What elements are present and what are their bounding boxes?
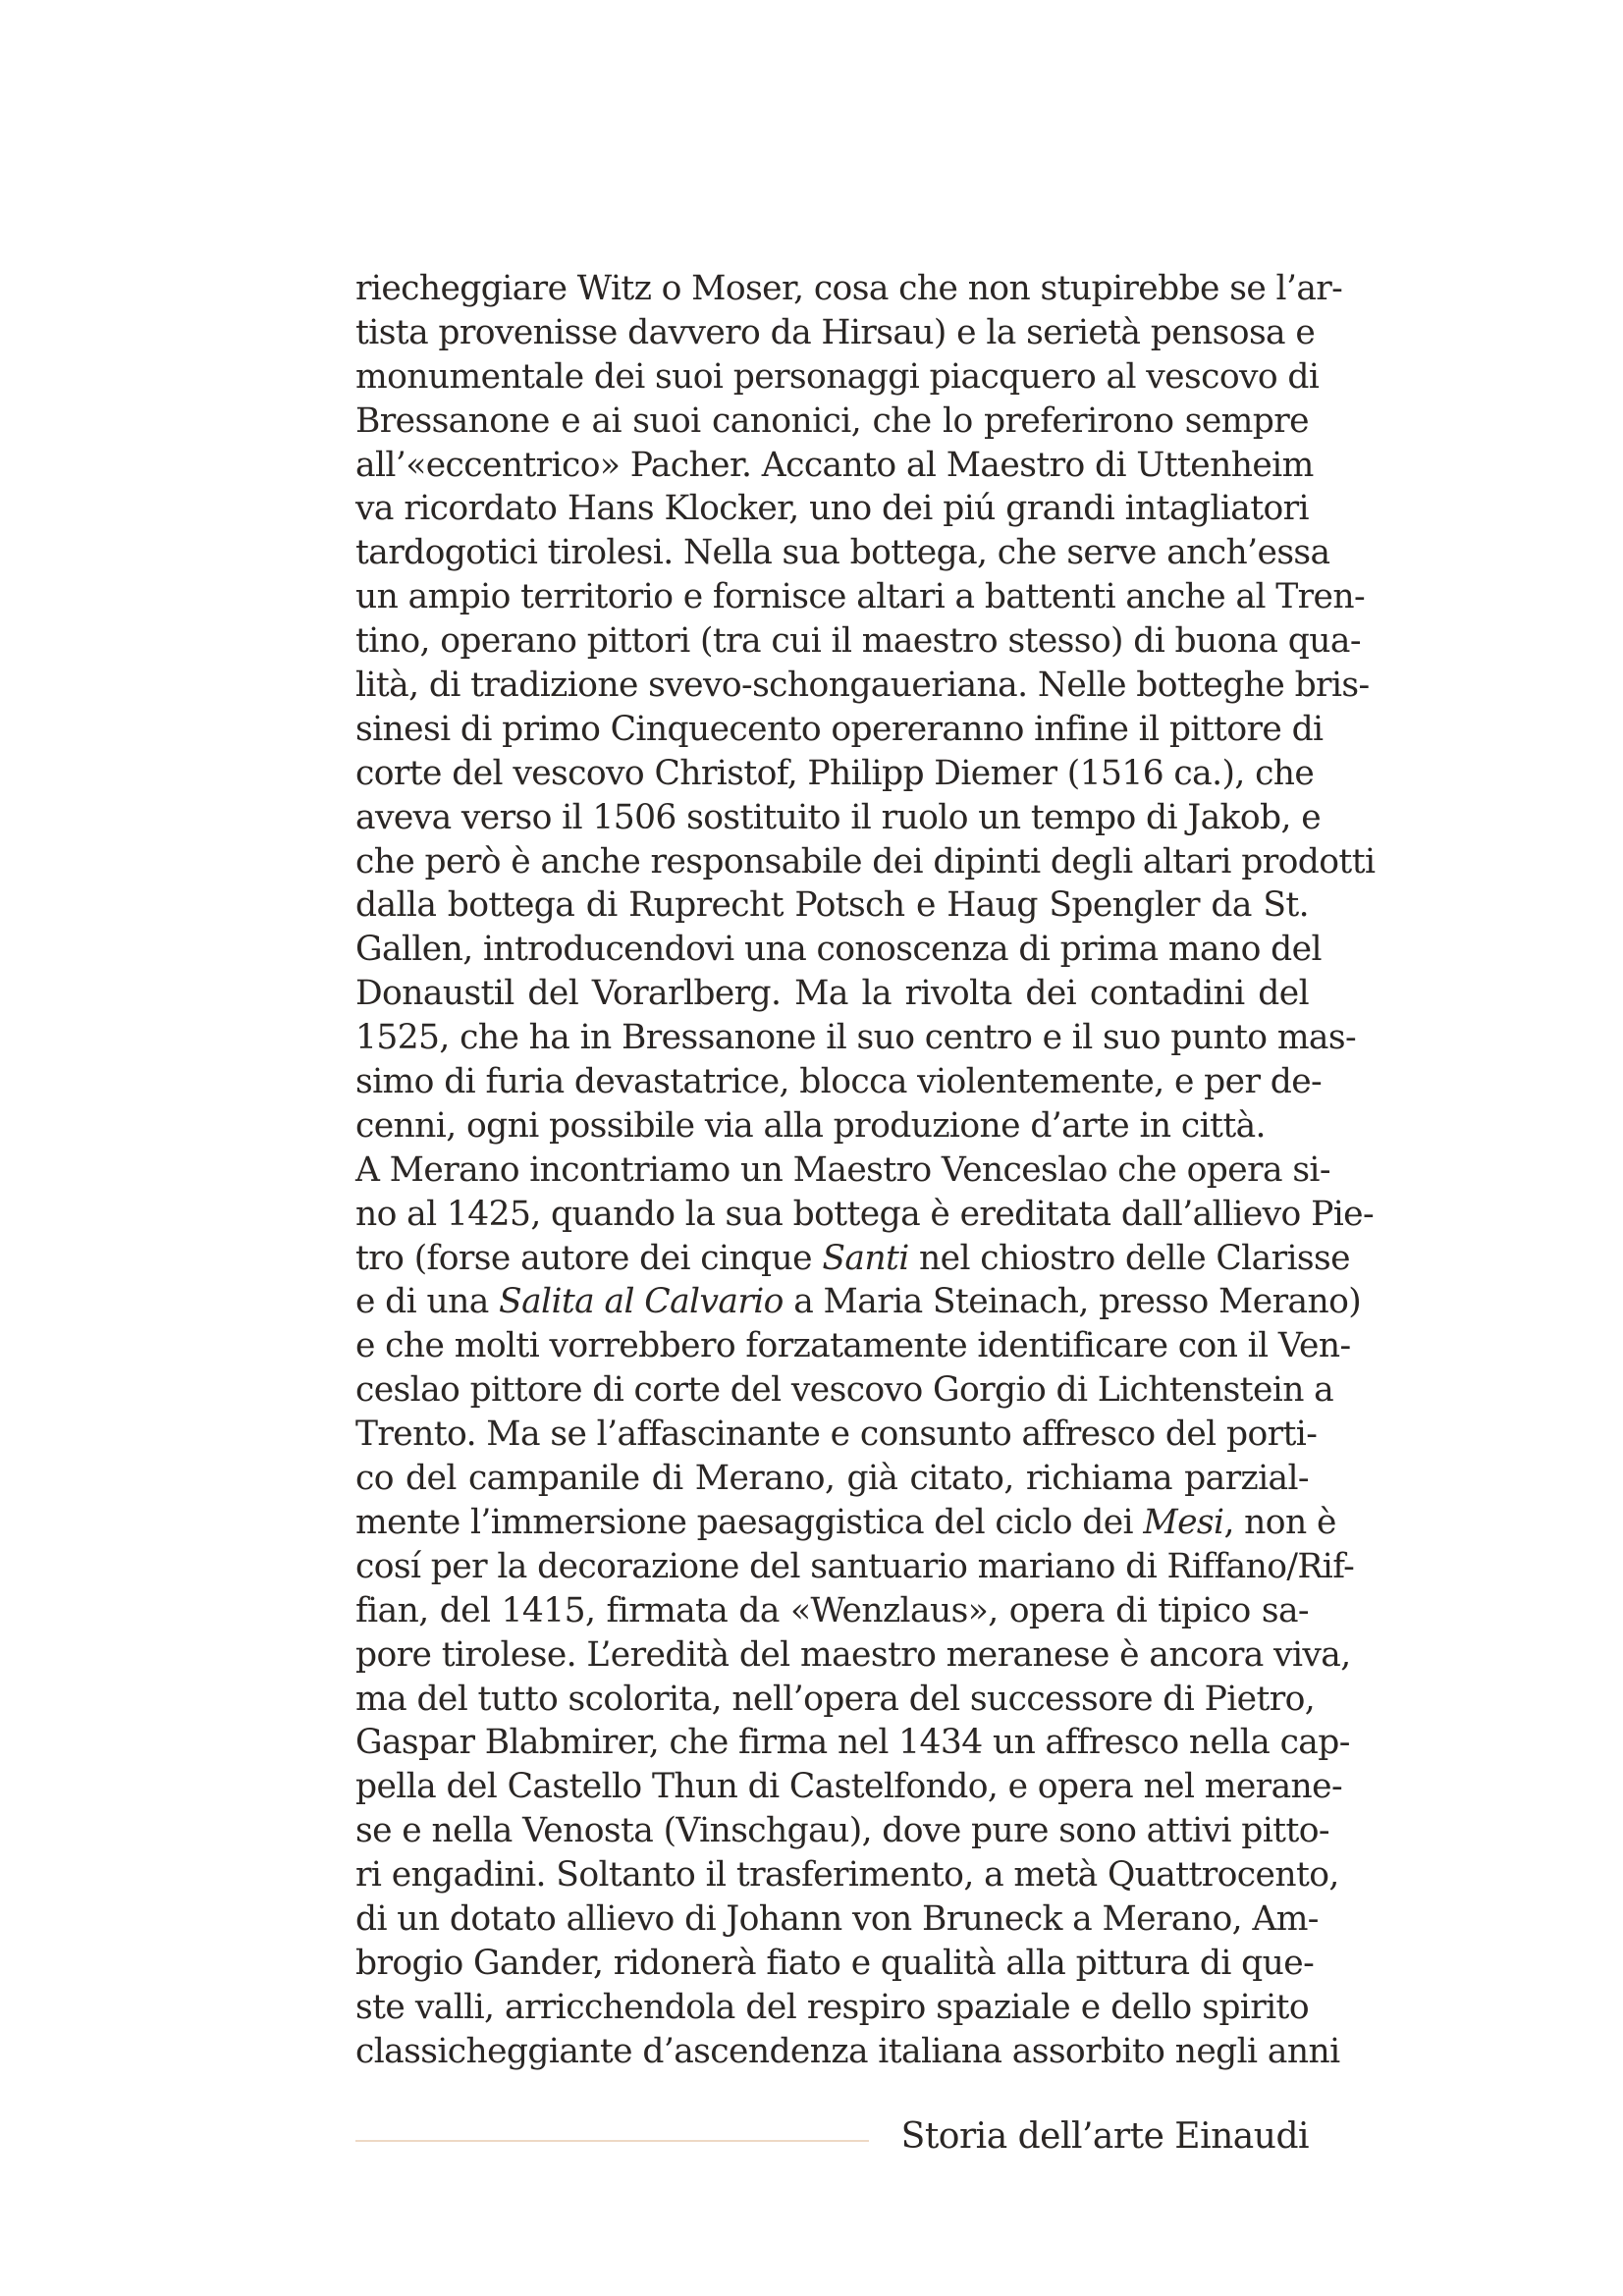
text-line: dalla bottega di Ruprecht Potsch e Haug Spengler da St. bbox=[355, 885, 1309, 926]
text-line: Trento. Ma se l’affascinante e consunto affresco del porti- bbox=[355, 1415, 1318, 1455]
italic-title: Santi bbox=[822, 1238, 909, 1278]
text-line: fian, del 1415, firmata da «Wenzlaus», opera di tipico sa- bbox=[355, 1590, 1309, 1630]
text-line: tardogotici tirolesi. Nella sua bottega, che serve anch’essa bbox=[355, 533, 1330, 573]
text-line bbox=[355, 1280, 1362, 1324]
text-line: che però è anche responsabile dei dipinti degli altari prodotti bbox=[355, 841, 1376, 881]
text-line bbox=[355, 1501, 1336, 1545]
body-text bbox=[355, 267, 1376, 2074]
text-line-segment: , non è bbox=[1223, 1502, 1336, 1542]
text-line: pore tirolese. L’eredità del maestro meranese è ancora viva, bbox=[355, 1634, 1351, 1675]
text-line: se e nella Venosta (Vinschgau), dove pure sono attivi pitto- bbox=[355, 1811, 1329, 1851]
text-line: A Merano incontriamo un Maestro Venceslao che opera si- bbox=[355, 1149, 1330, 1190]
italic-title: Mesi bbox=[1143, 1502, 1224, 1542]
text-line: simo di furia devastatrice, blocca violentemente, e per de- bbox=[355, 1062, 1323, 1102]
text-line: all’«eccentrico» Pacher. Accanto al Maestro di Uttenheim bbox=[355, 445, 1314, 485]
text-line: Donaustil del Vorarlberg. Ma la rivolta dei contadini del bbox=[355, 974, 1309, 1014]
text-line: tino, operano pittori (tra cui il maestro stesso) di buona qua- bbox=[355, 621, 1361, 662]
text-line: co del campanile di Merano, già citato, richiama parzial- bbox=[355, 1459, 1309, 1499]
text-line-segment: tro (forse autore dei cinque bbox=[355, 1238, 823, 1278]
text-line: no al 1425, quando la sua bottega è ereditata dall’allievo Pie- bbox=[355, 1194, 1375, 1234]
italic-title: Salita al Calvario bbox=[499, 1282, 784, 1322]
text-line: e che molti vorrebbero forzatamente identificare con il Ven- bbox=[355, 1326, 1351, 1366]
text-line: aveva verso il 1506 sostituito il ruolo un tempo di Jakob, e bbox=[355, 797, 1322, 837]
text-line: Gaspar Blabmirer, che firma nel 1434 un affresco nella cap- bbox=[355, 1723, 1350, 1763]
text-line: ma del tutto scolorita, nell’opera del successore di Pietro, bbox=[355, 1679, 1316, 1719]
text-line: cenni, ogni possibile via alla produzione d’arte in città. bbox=[355, 1105, 1266, 1146]
text-line: sinesi di primo Cinquecento opereranno infine il pittore di bbox=[355, 709, 1324, 749]
text-line: 1525, che ha in Bressanone il suo centro e il suo punto mas- bbox=[355, 1018, 1357, 1058]
text-line: brogio Gander, ridonerà fiato e qualità alla pittura di que- bbox=[355, 1943, 1315, 1983]
text-line-segment: a Maria Steinach, presso Merano) bbox=[783, 1282, 1362, 1322]
text-line bbox=[355, 1237, 1350, 1281]
text-line: riecheggiare Witz o Moser, cosa che non stupirebbe se l’ar- bbox=[355, 269, 1343, 308]
text-line: monumentale dei suoi personaggi piacquero al vescovo di bbox=[355, 356, 1320, 397]
text-line: Gallen, introducendovi una conoscenza di prima mano del bbox=[355, 930, 1322, 970]
text-line: Bressanone e ai suoi canonici, che lo preferirono sempre bbox=[355, 400, 1309, 441]
footer-title: Storia dell’arte Einaudi bbox=[900, 2116, 1309, 2157]
text-line-segment: mente l’immersione paesaggistica del ciclo dei bbox=[355, 1502, 1144, 1542]
text-line: pella del Castello Thun di Castelfondo, e opera nel merane- bbox=[355, 1767, 1343, 1807]
text-line: classicheggiante d’ascendenza italiana assorbito negli anni bbox=[355, 2031, 1340, 2071]
text-line: corte del vescovo Christof, Philipp Diemer (1516 ca.), che bbox=[355, 753, 1315, 793]
text-line: ste valli, arricchendola del respiro spaziale e dello spirito bbox=[355, 1987, 1309, 2027]
text-line: va ricordato Hans Klocker, uno dei piú grandi intagliatori bbox=[355, 489, 1309, 529]
text-line-segment: e di una bbox=[355, 1282, 500, 1322]
text-line-segment: nel chiostro delle Clarisse bbox=[908, 1238, 1350, 1278]
text-line: cosí per la decorazione del santuario mariano di Riffano/Rif- bbox=[355, 1546, 1355, 1586]
text-line: ri engadini. Soltanto il trasferimento, a metà Quattrocento, bbox=[355, 1855, 1339, 1896]
footer-divider bbox=[355, 2140, 869, 2142]
text-line: di un dotato allievo di Johann von Bruneck a Merano, Am- bbox=[355, 1898, 1319, 1939]
text-line: tista provenisse davvero da Hirsau) e la serietà pensosa e bbox=[355, 312, 1316, 352]
text-line: lità, di tradizione svevo-schongaueriana. Nelle botteghe bris- bbox=[355, 666, 1370, 706]
text-line: ceslao pittore di corte del vescovo Gorgio di Lichtenstein a bbox=[355, 1370, 1334, 1411]
text-line: un ampio territorio e fornisce altari a battenti anche al Tren- bbox=[355, 577, 1366, 617]
